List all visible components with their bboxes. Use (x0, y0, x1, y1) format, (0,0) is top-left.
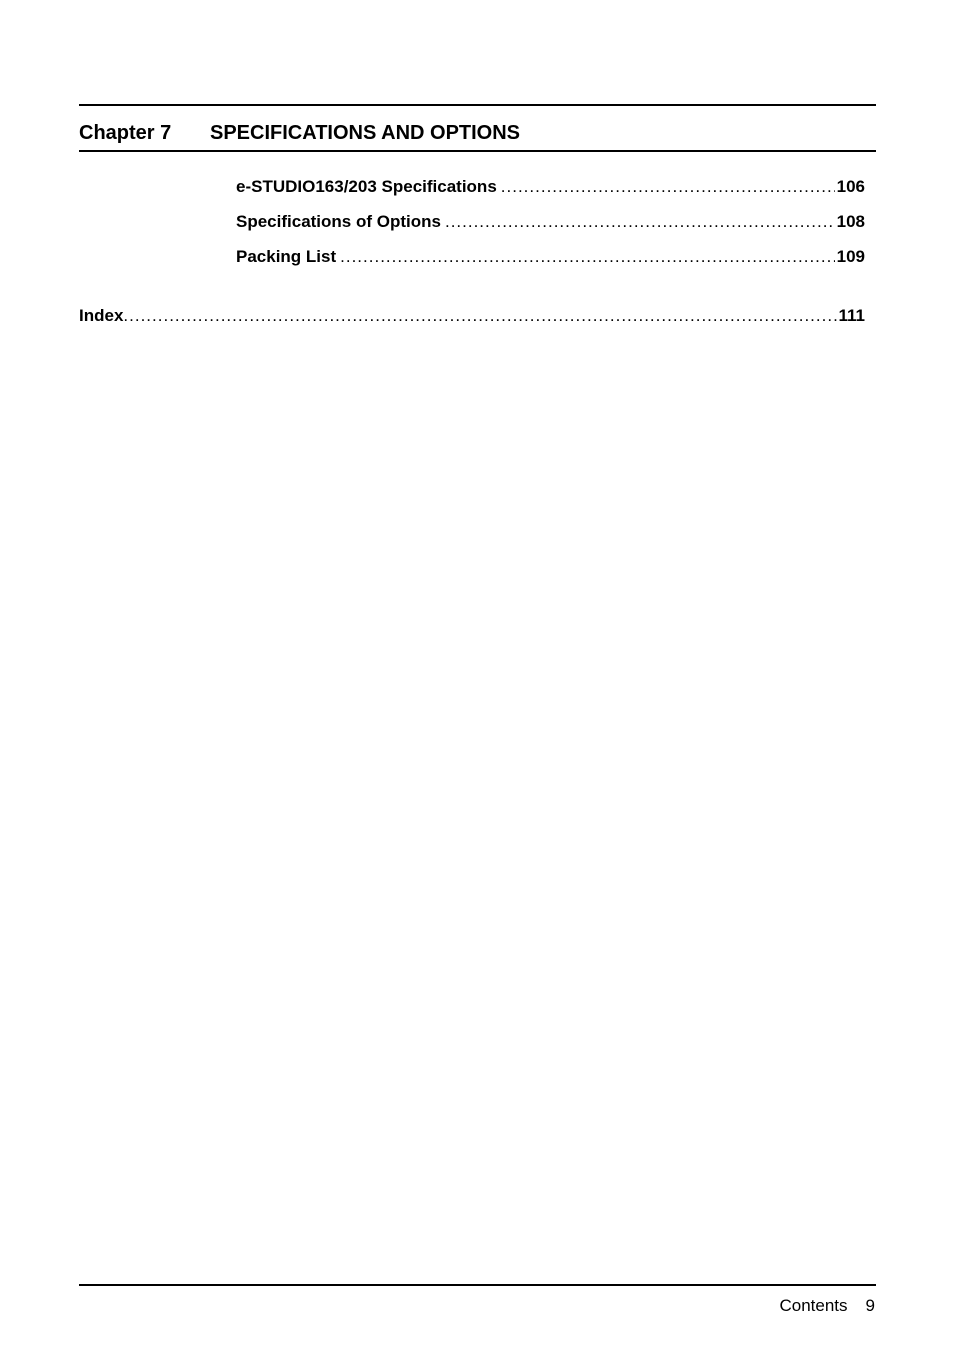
chapter-rule (79, 150, 876, 152)
toc-entry-packing-list[interactable] (236, 246, 865, 268)
top-rule (79, 104, 876, 106)
toc-entry-label: Specifications of Options (236, 212, 441, 231)
toc-entry-label: e-STUDIO163/203 Specifications (236, 177, 497, 196)
toc-entry-page: 109 (836, 247, 865, 266)
footer-page-number: 9 (865, 1296, 875, 1315)
chapter-title: SPECIFICATIONS AND OPTIONS (210, 122, 521, 144)
footer-section: Contents (779, 1296, 848, 1315)
toc-entry-page: 111 (838, 306, 865, 325)
toc-entry-page: 106 (836, 177, 865, 196)
dot-leader (445, 211, 835, 233)
dot-leader (501, 176, 835, 198)
toc-entry-index[interactable] (79, 305, 865, 327)
chapter-number: Chapter 7 (79, 122, 172, 144)
footer-rule (79, 1284, 876, 1286)
toc-entry-label: Packing List (236, 247, 337, 266)
toc-entry-page: 108 (836, 212, 865, 231)
dot-leader (123, 305, 836, 327)
toc-entry-label: Index (79, 306, 124, 325)
dot-leader (340, 246, 834, 268)
toc-entry-options[interactable] (236, 211, 865, 233)
page-footer (779, 1295, 875, 1317)
chapter-heading (79, 121, 521, 145)
toc-entry-specifications[interactable] (236, 176, 865, 198)
